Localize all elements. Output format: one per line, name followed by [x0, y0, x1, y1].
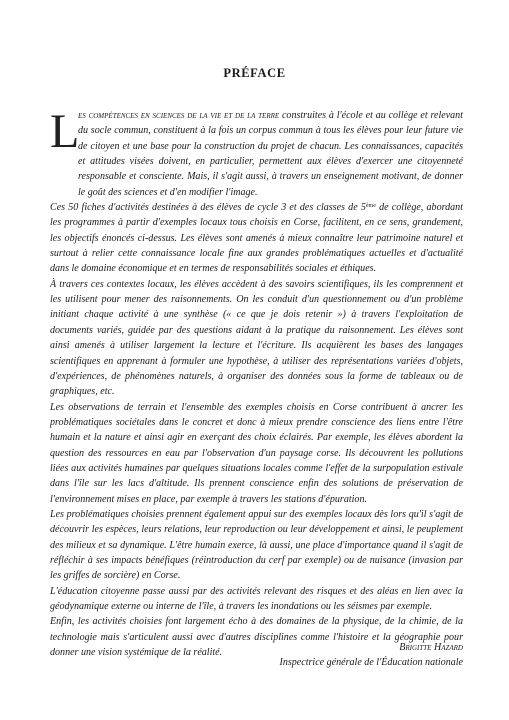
paragraph-2-text-b: de collège, abordant les programmes à partir d'exemples locaux tous choisis en Corse, facilitent, en ce sens, grandement, les objectifs énoncés ci-dessus. Les élèves sont amenés à mieux connaître leur patrimoine naturel et surtout à relier cette connaissance locale fine aux grandes problématiques actuelles et d'actualité dans le domaine économique et en termes de responsabilités sociales et éthiques. — [50, 202, 463, 275]
drop-cap: L — [50, 105, 80, 158]
ordinal-superscript: ème — [365, 203, 376, 210]
signature-role: Inspectrice générale de l'Éducation nationale — [279, 657, 463, 668]
paragraph-4: Les observations de terrain et l'ensemble des exemples choisis en Corse contribuent à ancrer les problématiques sociétales dans le concret et donc à mieux prendre conscience des liens entre l'être humain et la nature et ainsi agir en exerçant des choix éclairés. Par exemple, les élèves abordent la question des ressources en eau par l'observation d'un paysage corse. Ils découvrent les pollutions liées aux activités humaines par quelques situations locales comme l'effet de la surpopulation estivale dans l'île sur les lacs d'altitude. Ils prennent conscience enfin des solutions de préservation de l'environnement mises en place, par exemple à travers les stations d'épuration. — [50, 401, 463, 505]
paragraph-3: À travers ces contextes locaux, les élèves accèdent à des savoirs scientifiques, ils les comprennent et les utilisent pour mener des raisonnements. On les conduit d'un questionnement ou d'un problème initiant chaque activité à une synthèse (« ce que je dois retenir ») à travers l'exploitation de documents variés, guidée par des questions aidant à la pratique du raisonnement. Les élèves sont ainsi amenés à utiliser largement la lecture et l'écriture. Ils acquièrent les bases des langages scientifiques en apprenant à formuler une hypothèse, à utiliser des représentations variées d'objets, d'expériences, de phénomènes naturels, à organiser des données sous la forme de tableaux ou de graphiques, etc. — [50, 278, 463, 398]
paragraph-1-text: construites à l'école et au collège et relevant du socle commun, constituent à la fois un corpus commun à tous les élèves pour leur future vie de citoyen et une base pour la construction du projet de chacun. Les connaissances, capacités et attitudes visées doivent, en particulier, permettent aux élèves d'exercer une citoyenneté responsable et consciente. Mais, il s'agit aussi, à travers un enseignement motivant, de donner le goût des sciences et d'en modifier l'image. — [78, 110, 463, 198]
paragraph-2-text-a: Ces 50 fiches d'activités destinées à des élèves de cycle 3 et des classes de 5 — [50, 202, 366, 214]
paragraph-5: Les problématiques choisies prennent également appui sur des exemples locaux dès lors qu'il s'agit de découvrir les espèces, leurs relations, leur reproduction ou leur développement et ainsi, le peuplement des milieux et sa dynamique. L'être humain exerce, là aussi, une place d'importance quand il s'agit de réfléchir à ses impacts bénéfiques (réintroduction du cerf par exemple) ou de nuisance (invasion par les griffes de sorcière) en Corse. — [50, 508, 463, 582]
preface-body — [50, 105, 463, 660]
page-title: PRÉFACE — [223, 66, 286, 80]
paragraph-2 — [50, 200, 463, 277]
paragraph-1 — [50, 105, 463, 200]
opening-smallcaps: es compétences en sciences de la vie et de la terre — [78, 110, 280, 121]
paragraph-6: L'éducation citoyenne passe aussi par des activités relevant des risques et des aléas en lien avec la géodynamique externe ou interne de l'île, à travers les inondations ou les séismes par exemple. — [50, 585, 463, 612]
paragraph-7: Enfin, les activités choisies font largement écho à des domaines de la physique, de la chimie, de la technologie mais s'articulent aussi avec d'autres disciplines comme l'histoire et la géographie pour donner une vision systémique de la réalité. — [50, 616, 463, 659]
signature-name: Brigitte Hazard — [399, 642, 463, 653]
signature-block — [143, 640, 463, 670]
